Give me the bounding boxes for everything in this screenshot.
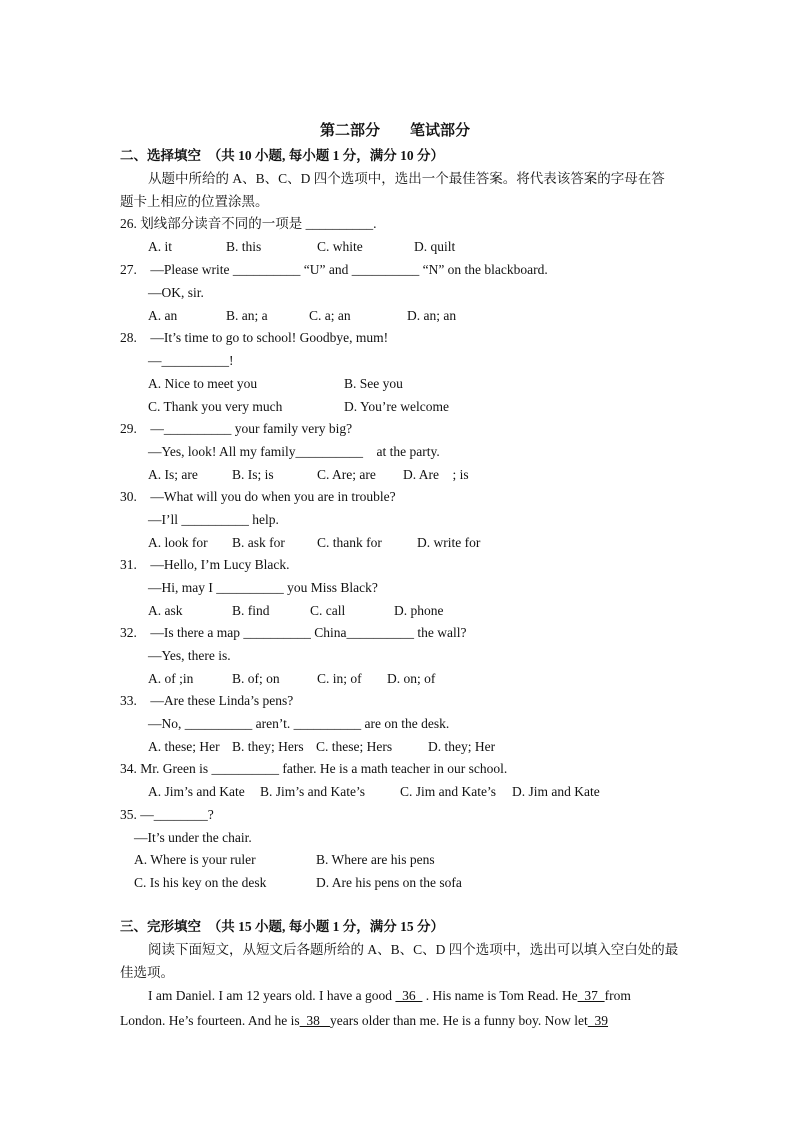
question-32-stem: 32. —Is there a map __________ China__________ the wall? [120, 625, 467, 640]
q28-option-c[interactable]: C. Thank you very much [148, 399, 283, 414]
question-30-stem: 30. —What will you do when you are in trouble? [120, 489, 396, 504]
q33-option-d[interactable]: D. they; Her [428, 739, 496, 754]
q30-option-d[interactable]: D. write for [417, 535, 481, 550]
passage-text: from [604, 988, 631, 1003]
q26-option-a[interactable]: A. it [148, 239, 173, 254]
q26-option-c[interactable]: C. white [317, 239, 363, 254]
page-title: 第二部分 笔试部分 [320, 123, 471, 139]
passage-text: . His name is Tom Read. He [422, 988, 578, 1003]
question-27-stem: 27. —Please write __________ “U” and __________ “N” on the blackboard. [120, 262, 548, 277]
q26-option-d[interactable]: D. quilt [414, 239, 456, 254]
section-3-instruction-cont: 佳选项。 [120, 965, 174, 980]
q35-option-d[interactable]: D. Are his pens on the sofa [316, 875, 462, 890]
question-28-stem: 28. —It’s time to go to school! Goodbye, mum! [120, 330, 389, 345]
section-2-heading: 二、选择填空 （共 10 小题, 每小题 1 分，满分 10 分） [120, 148, 444, 163]
q32-option-d[interactable]: D. on; of [387, 671, 436, 686]
q29-option-d[interactable]: D. Are ; is [403, 467, 469, 482]
q31-option-c[interactable]: C. call [310, 603, 346, 618]
q33-option-c[interactable]: C. these; Hers [316, 739, 393, 754]
question-35-reply: —It’s under the chair. [134, 830, 252, 845]
q34-option-c[interactable]: C. Jim and Kate’s [400, 784, 496, 799]
question-35-stem: 35. —________? [120, 807, 214, 822]
question-31-stem: 31. —Hello, I’m Lucy Black. [120, 557, 290, 572]
q29-option-b[interactable]: B. Is; is [232, 467, 274, 482]
question-30-reply: —I’ll __________ help. [148, 512, 279, 527]
question-33-stem: 33. —Are these Linda’s pens? [120, 693, 294, 708]
q28-option-d[interactable]: D. You’re welcome [344, 399, 449, 414]
section-3-heading: 三、完形填空 （共 15 小题, 每小题 1 分，满分 15 分） [120, 919, 444, 934]
blank-37[interactable]: 37 [577, 988, 605, 1003]
q30-option-c[interactable]: C. thank for [317, 535, 382, 550]
q33-option-b[interactable]: B. they; Hers [232, 739, 304, 754]
q27-option-b[interactable]: B. an; a [226, 308, 268, 323]
question-31-reply: —Hi, may I __________ you Miss Black? [148, 580, 378, 595]
q27-option-d[interactable]: D. an; an [407, 308, 457, 323]
q35-option-b[interactable]: B. Where are his pens [316, 852, 435, 867]
q27-option-c[interactable]: C. a; an [309, 308, 351, 323]
section-3-instruction: 阅读下面短文，从短文后各题所给的 A、B、C、D 四个选项中，选出可以填入空白处的最 [148, 942, 679, 957]
blank-38[interactable]: 38 [299, 1013, 330, 1028]
question-27-reply: —OK, sir. [148, 285, 204, 300]
q33-option-a[interactable]: A. these; Her [148, 739, 220, 754]
q31-option-d[interactable]: D. phone [394, 603, 444, 618]
question-29-reply: —Yes, look! All my family__________ at the party. [148, 444, 440, 459]
q29-option-c[interactable]: C. Are; are [317, 467, 376, 482]
blank-39[interactable]: 39 [587, 1013, 609, 1028]
q34-option-a[interactable]: A. Jim’s and Kate [148, 784, 245, 799]
q32-option-a[interactable]: A. of ;in [148, 671, 194, 686]
question-28-reply: —__________! [148, 353, 234, 368]
section-2-instruction: 从题中所给的 A、B、C、D 四个选项中，选出一个最佳答案。将代表该答案的字母在答 [148, 171, 665, 186]
q29-option-a[interactable]: A. Is; are [148, 467, 198, 482]
question-32-reply: —Yes, there is. [148, 648, 231, 663]
q35-option-a[interactable]: A. Where is your ruler [134, 852, 256, 867]
passage-line-2 [120, 1012, 608, 1030]
passage-text: London. He’s fourteen. And he is [120, 1013, 300, 1028]
q30-option-b[interactable]: B. ask for [232, 535, 285, 550]
q35-option-c[interactable]: C. Is his key on the desk [134, 875, 267, 890]
q32-option-c[interactable]: C. in; of [317, 671, 362, 686]
q31-option-b[interactable]: B. find [232, 603, 270, 618]
q32-option-b[interactable]: B. of; on [232, 671, 280, 686]
q26-option-b[interactable]: B. this [226, 239, 262, 254]
q34-option-b[interactable]: B. Jim’s and Kate’s [260, 784, 365, 799]
q27-option-a[interactable]: A. an [148, 308, 178, 323]
q28-option-b[interactable]: B. See you [344, 376, 403, 391]
q30-option-a[interactable]: A. look for [148, 535, 208, 550]
passage-line-1 [148, 987, 631, 1005]
question-29-stem: 29. —__________ your family very big? [120, 421, 353, 436]
question-26-stem: 26. 划线部分读音不同的一项是 __________. [120, 216, 377, 231]
question-33-reply: —No, __________ aren’t. __________ are on the desk. [148, 716, 450, 731]
section-2-instruction-cont: 题卡上相应的位置涂黑。 [120, 194, 269, 209]
q28-option-a[interactable]: A. Nice to meet you [148, 376, 258, 391]
blank-36[interactable]: 36 [395, 988, 423, 1003]
passage-text: years older than me. He is a funny boy. Now let [329, 1013, 588, 1028]
passage-text: I am Daniel. I am 12 years old. I have a good [148, 988, 396, 1003]
question-34-stem: 34. Mr. Green is __________ father. He is a math teacher in our school. [120, 761, 508, 776]
q31-option-a[interactable]: A. ask [148, 603, 183, 618]
q34-option-d[interactable]: D. Jim and Kate [512, 784, 600, 799]
